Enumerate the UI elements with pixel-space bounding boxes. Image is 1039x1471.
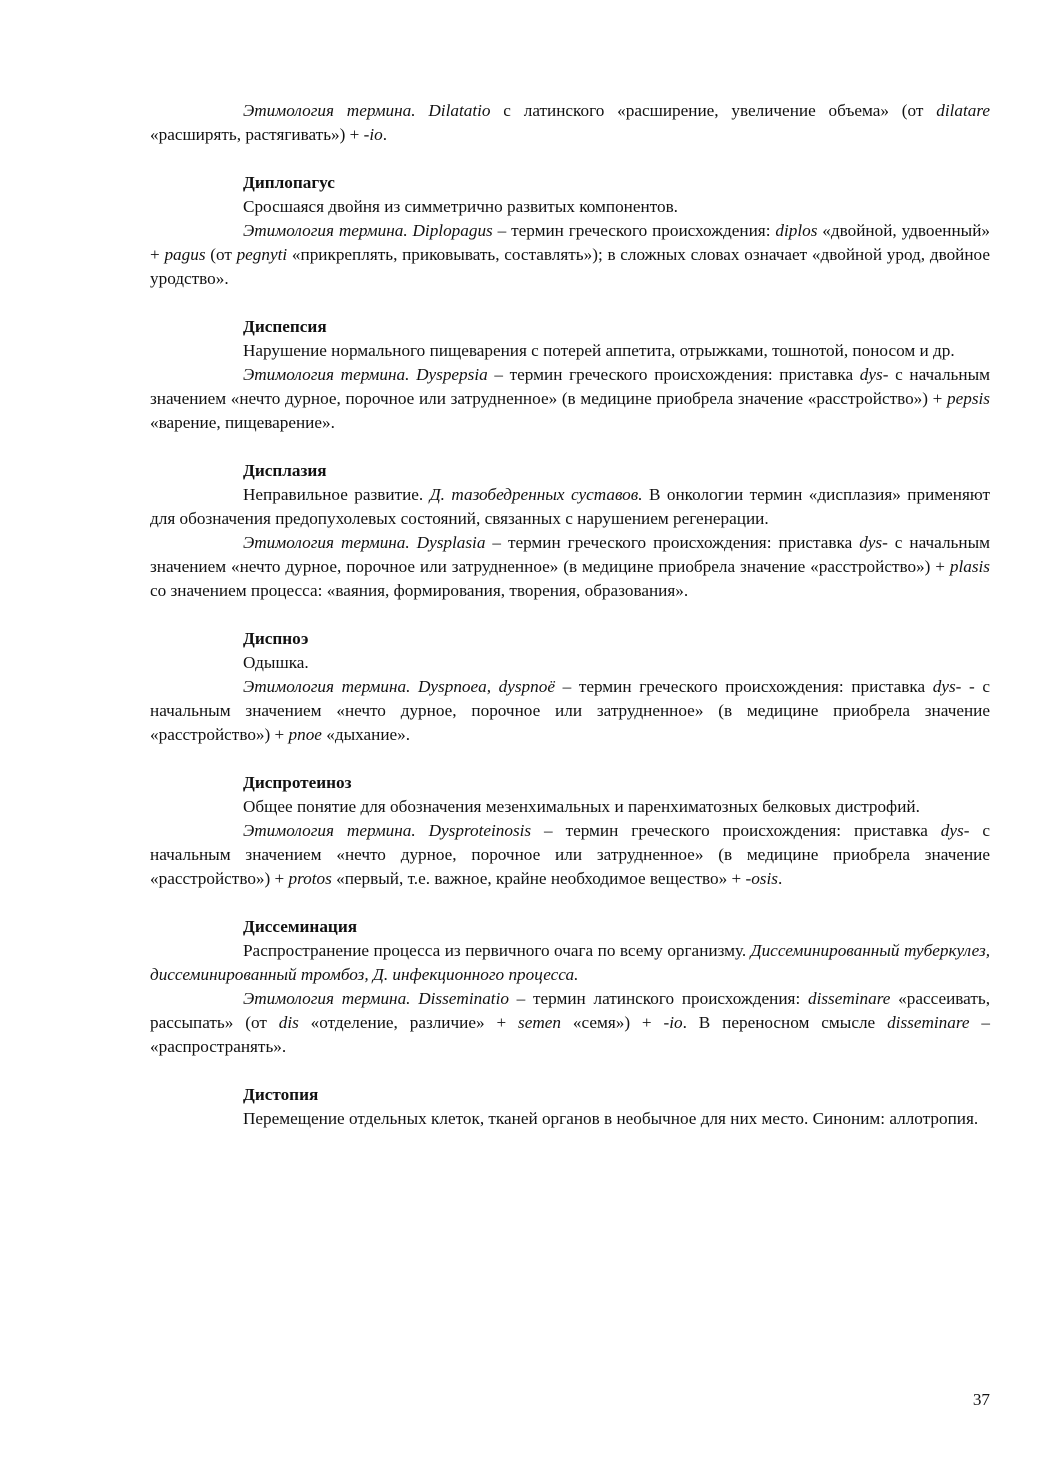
document-page: [150, 99, 990, 1131]
italic-run: dis: [278, 1013, 299, 1032]
text-run: - с начальным значением «нечто дурное, порочное или затрудненное» (в медицине приобрела значение «расстройство») +: [150, 677, 991, 744]
italic-run: pepsis: [947, 389, 990, 408]
entry-spacer: [150, 891, 990, 915]
text-run: «двойной, удвоенный» +: [150, 221, 991, 264]
italic-run: dys-: [859, 533, 888, 552]
text-run: (от: [205, 245, 237, 264]
etymology-paragraph: [150, 987, 990, 1059]
italic-run: dys-: [940, 821, 970, 840]
italic-run: diplos: [775, 221, 818, 240]
italic-run: Этимология термина. Dyspepsia: [243, 365, 488, 384]
italic-run: Этимология термина. Disseminatio: [243, 989, 509, 1008]
text-run: Неправильное развитие.: [243, 485, 430, 504]
text-run: «рассеивать, рассыпать» (от: [150, 989, 990, 1032]
text-run: «варение, пищеварение».: [150, 413, 335, 432]
definition-paragraph: [150, 195, 990, 219]
italic-run: dys-: [932, 677, 962, 696]
italic-run: -osis: [745, 869, 778, 888]
definition-paragraph: [150, 795, 990, 819]
italic-run: Диссеминированный туберкулез, диссеминированный тромбоз, Д. инфекционного процесса.: [150, 941, 990, 984]
definition-paragraph: [150, 1107, 990, 1131]
definition-paragraph: [150, 939, 990, 987]
entry-spacer: [150, 603, 990, 627]
text-run: «первый, т.е. важное, крайне необходимое вещество» +: [331, 869, 746, 888]
dictionary-entry: [150, 1083, 990, 1131]
text-run: .: [382, 125, 388, 144]
italic-run: dys-: [859, 365, 889, 384]
text-run: Общее понятие для обозначения мезенхимальных и паренхиматозных белковых дистрофий.: [243, 797, 920, 816]
italic-run: disseminare: [807, 989, 891, 1008]
text-run: Нарушение нормального пищеварения с потерей аппетита, отрыжками, тошнотой, поносом и др.: [243, 341, 955, 360]
italic-run: protos: [288, 869, 332, 888]
entry-spacer: [150, 1059, 990, 1083]
dictionary-entry: [150, 915, 990, 1059]
entry-term: Дистопия: [243, 1085, 319, 1104]
dictionary-entry: [150, 315, 990, 435]
etymology-paragraph: [150, 819, 990, 891]
definition-paragraph: [150, 483, 990, 531]
italic-run: plasis: [949, 557, 990, 576]
entry-term: Диплопагус: [243, 173, 335, 192]
text-run: с латинского «расширение, увеличение объема» (от: [490, 101, 937, 120]
italic-run: disseminare: [887, 1013, 970, 1032]
text-run: – термин греческого происхождения: приставка: [531, 821, 941, 840]
italic-run: Этимология термина. Dyspnoea, dyspnoё: [243, 677, 555, 696]
text-run: – термин латинского происхождения:: [508, 989, 808, 1008]
entry-spacer: [150, 435, 990, 459]
text-run: с начальным значением «нечто дурное, порочное или затрудненное» (в медицине приобрела значение «расстройство») +: [150, 533, 990, 576]
dictionary-entry: [150, 771, 990, 891]
entry-spacer: [150, 747, 990, 771]
entry-term: Диспротеиноз: [243, 773, 352, 792]
text-run: В онкологии термин «дисплазия» применяют для обозначения предопухолевых состояний, связанных с нарушением регенерации.: [150, 485, 991, 528]
entry-term: Диспепсия: [243, 317, 327, 336]
text-run: – термин греческого происхождения: приставка: [554, 677, 933, 696]
text-run: – термин греческого происхождения: приставка: [485, 533, 860, 552]
etymology-paragraph: [150, 363, 990, 435]
dictionary-entry: [150, 459, 990, 603]
text-run: с начальным значением «нечто дурное, порочное или затрудненное» (в медицине приобрела значение «расстройство») +: [150, 365, 991, 408]
text-run: Распространение процесса из первичного очага по всему организму.: [243, 941, 751, 960]
italic-run: pagus: [164, 245, 206, 264]
italic-run: Д. тазобедренных суставов.: [429, 485, 643, 504]
text-run: с начальным значением «нечто дурное, порочное или затрудненное» (в медицине приобрела значение «расстройство») +: [150, 821, 990, 888]
text-run: .: [777, 869, 783, 888]
italic-run: pnoe: [288, 725, 322, 744]
etymology-paragraph: [150, 99, 990, 147]
etymology-paragraph: [150, 531, 990, 603]
entry-term: Диспноэ: [243, 629, 309, 648]
text-run: . В переносном смысле: [682, 1013, 888, 1032]
etymology-paragraph: [150, 219, 990, 291]
entry-spacer: [150, 147, 990, 171]
text-run: Одышка.: [243, 653, 309, 672]
italic-run: Этимология термина. Dysproteinosis: [243, 821, 532, 840]
entry-term: Диссеминация: [243, 917, 358, 936]
entry-term: Дисплазия: [243, 461, 327, 480]
text-run: Сросшаяся двойня из симметрично развитых компонентов.: [243, 197, 678, 216]
italic-run: -io: [663, 1013, 683, 1032]
etymology-paragraph: [150, 675, 990, 747]
italic-run: dilatare: [936, 101, 991, 120]
text-run: – термин греческого происхождения:: [492, 221, 776, 240]
text-run: «отделение, различие» +: [298, 1013, 519, 1032]
text-run: со значением процесса: «ваяния, формирования, творения, образования».: [150, 581, 689, 600]
italic-run: Этимология термина. Diplopagus: [243, 221, 493, 240]
text-run: – термин греческого происхождения: приставка: [487, 365, 860, 384]
dictionary-entry: [150, 99, 990, 147]
italic-run: semen: [518, 1013, 561, 1032]
dictionary-entry: [150, 171, 990, 291]
dictionary-entry: [150, 627, 990, 747]
text-run: «дыхание».: [321, 725, 411, 744]
italic-run: Этимология термина. Dilatatio: [243, 101, 491, 120]
definition-paragraph: [150, 339, 990, 363]
italic-run: pegnyti: [236, 245, 288, 264]
italic-run: Этимология термина. Dysplasia: [243, 533, 486, 552]
italic-run: -io: [363, 125, 383, 144]
page-number: 37: [972, 1390, 990, 1409]
text-run: Перемещение отдельных клеток, тканей органов в необычное для них место. Синоним: аллотропия.: [243, 1109, 979, 1128]
text-run: – «распространять».: [150, 1013, 990, 1056]
text-run: «прикреплять, приковывать, составлять»); в сложных словах означает «двойной урод, двойное уродство».: [150, 245, 990, 288]
entry-list: [150, 99, 990, 1131]
text-run: «семя») +: [561, 1013, 664, 1032]
text-run: «расширять, растягивать») +: [150, 125, 364, 144]
definition-paragraph: [150, 651, 990, 675]
entry-spacer: [150, 291, 990, 315]
